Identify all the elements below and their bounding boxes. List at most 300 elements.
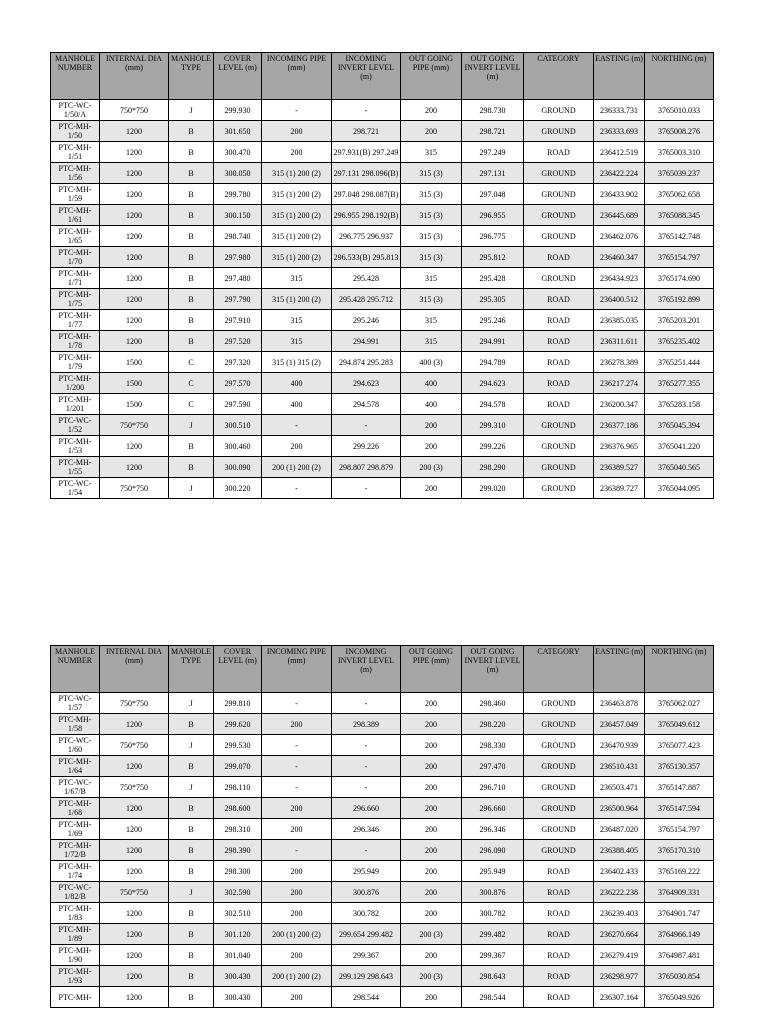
cell-category: GROUND (524, 819, 594, 840)
cell-cover-level: 300.460 (214, 436, 262, 457)
cell-manhole-type: J (169, 478, 214, 499)
header-cover-level: COVER LEVEL (m) (214, 646, 262, 693)
cell-incoming-pipe: 315 (1) 200 (2) (262, 205, 332, 226)
cell-cover-level: 298.110 (214, 777, 262, 798)
cell-northing: 3765077.423 (645, 735, 714, 756)
cell-incoming-invert-level: 298.807 298.879 (332, 457, 401, 478)
cell-incoming-pipe: 315 (1) 200 (2) (262, 226, 332, 247)
cell-cover-level: 297.320 (214, 352, 262, 373)
cell-incoming-pipe: 200 (262, 121, 332, 142)
cell-outgoing-invert-level: 294.789 (462, 352, 524, 373)
cell-manhole-type: B (169, 226, 214, 247)
cell-northing: 3765154.797 (645, 819, 714, 840)
header-incoming-pipe: INCOMING PIPE (mm) (262, 646, 332, 693)
cell-category: GROUND (524, 268, 594, 289)
cell-outgoing-pipe: 400 (3) (401, 352, 462, 373)
cell-internal-dia: 1200 (100, 987, 169, 1008)
cell-northing: 3765154.797 (645, 247, 714, 268)
cell-incoming-invert-level: - (332, 840, 401, 861)
cell-incoming-pipe: - (262, 100, 332, 121)
cell-manhole-number: PTC-MH-1/59 (51, 184, 100, 205)
cell-manhole-number: PTC-WC-1/54 (51, 478, 100, 499)
table-row (51, 226, 714, 247)
cell-manhole-number: PTC-MH-1/55 (51, 457, 100, 478)
cell-outgoing-pipe: 200 (401, 840, 462, 861)
cell-easting: 236279.419 (594, 945, 645, 966)
cell-manhole-number: PTC-MH-1/200 (51, 373, 100, 394)
cell-cover-level: 297.570 (214, 373, 262, 394)
cell-cover-level: 297.910 (214, 310, 262, 331)
cell-manhole-type: B (169, 798, 214, 819)
cell-incoming-invert-level: 300.782 (332, 903, 401, 924)
table-row (51, 436, 714, 457)
table-row (51, 247, 714, 268)
header-outgoing-invert-level: OUT GOING INVERT LEVEL (m) (462, 53, 524, 100)
cell-northing: 3765147.594 (645, 798, 714, 819)
cell-incoming-pipe: 315 (262, 331, 332, 352)
header-incoming-invert-level: INCOMING INVERT LEVEL (m) (332, 646, 401, 693)
cell-manhole-type: J (169, 882, 214, 903)
cell-category: GROUND (524, 436, 594, 457)
cell-internal-dia: 1200 (100, 798, 169, 819)
cell-outgoing-pipe: 200 (401, 714, 462, 735)
cell-outgoing-pipe: 200 (401, 987, 462, 1008)
cell-cover-level: 301.040 (214, 945, 262, 966)
cell-northing: 3765088.345 (645, 205, 714, 226)
table-row (51, 331, 714, 352)
cell-cover-level: 302.510 (214, 903, 262, 924)
cell-manhole-type: C (169, 352, 214, 373)
cell-category: GROUND (524, 756, 594, 777)
cell-outgoing-pipe: 200 (401, 693, 462, 714)
cell-internal-dia: 750*750 (100, 882, 169, 903)
cell-outgoing-invert-level: 298.220 (462, 714, 524, 735)
cell-outgoing-invert-level: 298.643 (462, 966, 524, 987)
cell-manhole-type: C (169, 373, 214, 394)
cell-northing: 3765045.394 (645, 415, 714, 436)
cell-outgoing-invert-level: 299.482 (462, 924, 524, 945)
cell-internal-dia: 1200 (100, 268, 169, 289)
table-row (51, 352, 714, 373)
cell-manhole-number: PTC-MH-1/72/B (51, 840, 100, 861)
cell-manhole-number: PTC-WC-1/67/B (51, 777, 100, 798)
cell-easting: 236445.689 (594, 205, 645, 226)
cell-easting: 236385.035 (594, 310, 645, 331)
cell-outgoing-pipe: 200 (401, 100, 462, 121)
cell-category: ROAD (524, 310, 594, 331)
cell-manhole-type: B (169, 247, 214, 268)
cell-incoming-pipe: - (262, 478, 332, 499)
cell-cover-level: 300.050 (214, 163, 262, 184)
cell-easting: 236376.965 (594, 436, 645, 457)
cell-manhole-number: PTC-MH-1/83 (51, 903, 100, 924)
cell-cover-level: 297.590 (214, 394, 262, 415)
cell-outgoing-invert-level: 295.428 (462, 268, 524, 289)
cell-outgoing-invert-level: 296.955 (462, 205, 524, 226)
cell-incoming-pipe: 200 (262, 714, 332, 735)
cell-category: GROUND (524, 184, 594, 205)
manhole-table-1 (50, 52, 714, 499)
cell-cover-level: 298.310 (214, 819, 262, 840)
cell-outgoing-pipe: 200 (401, 798, 462, 819)
cell-outgoing-pipe: 400 (401, 394, 462, 415)
cell-northing: 3765169.222 (645, 861, 714, 882)
cell-incoming-pipe: 200 (262, 882, 332, 903)
cell-manhole-number: PTC-MH-1/68 (51, 798, 100, 819)
cell-outgoing-pipe: 315 (401, 268, 462, 289)
cell-outgoing-invert-level: 295.949 (462, 861, 524, 882)
cell-internal-dia: 750*750 (100, 100, 169, 121)
cell-incoming-invert-level: - (332, 100, 401, 121)
cell-manhole-type: B (169, 205, 214, 226)
cell-outgoing-invert-level: 296.090 (462, 840, 524, 861)
cell-northing: 3765142.748 (645, 226, 714, 247)
cell-internal-dia: 1200 (100, 714, 169, 735)
cell-internal-dia: 750*750 (100, 415, 169, 436)
table-row (51, 840, 714, 861)
cell-easting: 236388.405 (594, 840, 645, 861)
cell-northing: 3765044.095 (645, 478, 714, 499)
table-row (51, 457, 714, 478)
table-row (51, 184, 714, 205)
cell-outgoing-pipe: 315 (3) (401, 184, 462, 205)
table-row (51, 394, 714, 415)
cell-outgoing-invert-level: 299.226 (462, 436, 524, 457)
cell-manhole-number: PTC-MH-1/77 (51, 310, 100, 331)
cell-northing: 3765062.027 (645, 693, 714, 714)
header-category: CATEGORY (524, 53, 594, 100)
cell-outgoing-pipe: 315 (3) (401, 226, 462, 247)
cell-outgoing-pipe: 200 (401, 882, 462, 903)
cell-category: ROAD (524, 331, 594, 352)
cell-easting: 236333.693 (594, 121, 645, 142)
table-row (51, 735, 714, 756)
cell-easting: 236402.433 (594, 861, 645, 882)
header-northing: NORTHING (m) (645, 646, 714, 693)
cell-internal-dia: 1200 (100, 289, 169, 310)
cell-manhole-type: B (169, 903, 214, 924)
table-body (51, 693, 714, 1008)
cell-manhole-number: PTC-MH-1/64 (51, 756, 100, 777)
cell-northing: 3765251.444 (645, 352, 714, 373)
cell-internal-dia: 750*750 (100, 735, 169, 756)
cell-incoming-pipe: - (262, 840, 332, 861)
cell-cover-level: 297.980 (214, 247, 262, 268)
cell-manhole-number: PTC-MH-1/53 (51, 436, 100, 457)
header-outgoing-pipe: OUT GOING PIPE (mm) (401, 53, 462, 100)
cell-cover-level: 298.300 (214, 861, 262, 882)
table-row (51, 945, 714, 966)
cell-northing: 3764909.331 (645, 882, 714, 903)
cell-outgoing-pipe: 315 (3) (401, 247, 462, 268)
cell-outgoing-invert-level: 297.470 (462, 756, 524, 777)
cell-internal-dia: 1200 (100, 903, 169, 924)
cell-outgoing-pipe: 200 (401, 903, 462, 924)
cell-incoming-invert-level: 295.428 295.712 (332, 289, 401, 310)
cell-northing: 3765147.887 (645, 777, 714, 798)
cell-manhole-number: PTC-WC-1/82/B (51, 882, 100, 903)
cell-category: GROUND (524, 100, 594, 121)
cell-category: GROUND (524, 457, 594, 478)
cell-manhole-type: J (169, 100, 214, 121)
cell-outgoing-invert-level: 295.305 (462, 289, 524, 310)
cell-outgoing-invert-level: 298.460 (462, 693, 524, 714)
cell-internal-dia: 1500 (100, 352, 169, 373)
cell-incoming-invert-level: 299.654 299.482 (332, 924, 401, 945)
cell-outgoing-pipe: 200 (3) (401, 966, 462, 987)
cell-outgoing-invert-level: 294.623 (462, 373, 524, 394)
cell-northing: 3765030.854 (645, 966, 714, 987)
cell-manhole-type: B (169, 184, 214, 205)
cell-outgoing-pipe: 200 (401, 436, 462, 457)
cell-manhole-type: B (169, 987, 214, 1008)
cell-manhole-type: J (169, 693, 214, 714)
cell-incoming-pipe: 315 (262, 310, 332, 331)
table-row (51, 798, 714, 819)
header-manhole-number: MANHOLE NUMBER (51, 646, 100, 693)
cell-category: GROUND (524, 205, 594, 226)
cell-incoming-pipe: - (262, 777, 332, 798)
cell-easting: 236389.527 (594, 457, 645, 478)
cell-incoming-invert-level: 300.876 (332, 882, 401, 903)
cell-incoming-invert-level: 297.931(B) 297.249 (332, 142, 401, 163)
cell-category: GROUND (524, 163, 594, 184)
cell-manhole-type: J (169, 735, 214, 756)
cell-manhole-type: J (169, 415, 214, 436)
cell-manhole-type: B (169, 310, 214, 331)
cell-internal-dia: 1200 (100, 163, 169, 184)
cell-category: ROAD (524, 924, 594, 945)
header-internal-dia: INTERNAL DIA (mm) (100, 53, 169, 100)
cell-easting: 236510.431 (594, 756, 645, 777)
cell-easting: 236222.238 (594, 882, 645, 903)
cell-category: ROAD (524, 882, 594, 903)
cell-incoming-invert-level: - (332, 693, 401, 714)
cell-outgoing-pipe: 315 (3) (401, 205, 462, 226)
cell-incoming-invert-level: 296.660 (332, 798, 401, 819)
cell-category: ROAD (524, 289, 594, 310)
header-outgoing-invert-level: OUT GOING INVERT LEVEL (m) (462, 646, 524, 693)
cell-cover-level: 298.600 (214, 798, 262, 819)
header-manhole-type: MANHOLE TYPE (169, 53, 214, 100)
cell-cover-level: 300.430 (214, 987, 262, 1008)
table-row (51, 882, 714, 903)
cell-cover-level: 300.220 (214, 478, 262, 499)
cell-outgoing-pipe: 315 (3) (401, 163, 462, 184)
cell-outgoing-invert-level: 299.020 (462, 478, 524, 499)
cell-category: GROUND (524, 777, 594, 798)
cell-category: ROAD (524, 966, 594, 987)
cell-outgoing-pipe: 200 (401, 945, 462, 966)
cell-category: GROUND (524, 693, 594, 714)
cell-incoming-invert-level: 295.428 (332, 268, 401, 289)
cell-category: ROAD (524, 352, 594, 373)
cell-outgoing-invert-level: 298.730 (462, 100, 524, 121)
cell-outgoing-pipe: 200 (401, 478, 462, 499)
cell-manhole-number: PTC-MH-1/90 (51, 945, 100, 966)
header-internal-dia: INTERNAL DIA (mm) (100, 646, 169, 693)
cell-internal-dia: 1200 (100, 457, 169, 478)
cell-northing: 3765003.310 (645, 142, 714, 163)
cell-easting: 236434.923 (594, 268, 645, 289)
cell-category: GROUND (524, 735, 594, 756)
cell-incoming-pipe: 315 (1) 315 (2) (262, 352, 332, 373)
cell-incoming-invert-level: 297.131 298.096(B) (332, 163, 401, 184)
cell-incoming-pipe: 200 (1) 200 (2) (262, 966, 332, 987)
cell-manhole-number: PTC-MH-1/78 (51, 331, 100, 352)
cell-northing: 3765130.357 (645, 756, 714, 777)
cell-manhole-number: PTC-WC-1/60 (51, 735, 100, 756)
cell-outgoing-invert-level: 299.310 (462, 415, 524, 436)
cell-internal-dia: 1200 (100, 819, 169, 840)
cell-incoming-invert-level: - (332, 777, 401, 798)
cell-category: ROAD (524, 987, 594, 1008)
cell-manhole-type: B (169, 924, 214, 945)
cell-incoming-pipe: - (262, 735, 332, 756)
cell-outgoing-pipe: 200 (401, 861, 462, 882)
cell-incoming-invert-level: 296.533(B) 295.813 (332, 247, 401, 268)
cell-internal-dia: 1200 (100, 924, 169, 945)
cell-internal-dia: 1200 (100, 966, 169, 987)
cell-northing: 3765040.565 (645, 457, 714, 478)
cell-incoming-pipe: 200 (262, 819, 332, 840)
cell-manhole-number: PTC-MH-1/79 (51, 352, 100, 373)
cell-manhole-number: PTC-MH-1/61 (51, 205, 100, 226)
cell-incoming-invert-level: 298.544 (332, 987, 401, 1008)
cell-outgoing-pipe: 200 (401, 735, 462, 756)
cell-outgoing-pipe: 400 (401, 373, 462, 394)
cell-northing: 3765039.237 (645, 163, 714, 184)
table-row (51, 478, 714, 499)
table-row (51, 121, 714, 142)
cell-outgoing-invert-level: 295.246 (462, 310, 524, 331)
cell-incoming-pipe: 200 (262, 987, 332, 1008)
cell-easting: 236307.164 (594, 987, 645, 1008)
cell-northing: 3765010.033 (645, 100, 714, 121)
cell-northing: 3765041.220 (645, 436, 714, 457)
cell-incoming-invert-level: 296.346 (332, 819, 401, 840)
cell-northing: 3765203.201 (645, 310, 714, 331)
header-category: CATEGORY (524, 646, 594, 693)
header-easting: EASTING (m) (594, 53, 645, 100)
cell-incoming-pipe: - (262, 756, 332, 777)
cell-outgoing-pipe: 315 (401, 142, 462, 163)
table-row (51, 966, 714, 987)
cell-incoming-invert-level: 297.048 298.087(B) (332, 184, 401, 205)
header-manhole-number: MANHOLE NUMBER (51, 53, 100, 100)
table-row (51, 861, 714, 882)
cell-incoming-pipe: 315 (262, 268, 332, 289)
cell-internal-dia: 1500 (100, 373, 169, 394)
cell-cover-level: 299.810 (214, 693, 262, 714)
cell-manhole-type: B (169, 457, 214, 478)
cell-outgoing-invert-level: 294.578 (462, 394, 524, 415)
cell-manhole-type: B (169, 945, 214, 966)
table-row (51, 693, 714, 714)
cell-internal-dia: 1200 (100, 142, 169, 163)
header-cover-level: COVER LEVEL (m) (214, 53, 262, 100)
header-row (51, 53, 714, 100)
cell-cover-level: 300.090 (214, 457, 262, 478)
cell-internal-dia: 1200 (100, 861, 169, 882)
cell-incoming-pipe: 200 (262, 945, 332, 966)
cell-incoming-invert-level: 294.991 (332, 331, 401, 352)
cell-internal-dia: 1200 (100, 310, 169, 331)
cell-manhole-number: PTC-MH-1/56 (51, 163, 100, 184)
cell-northing: 3765049.612 (645, 714, 714, 735)
cell-incoming-invert-level: - (332, 478, 401, 499)
cell-category: ROAD (524, 247, 594, 268)
cell-outgoing-invert-level: 297.131 (462, 163, 524, 184)
cell-incoming-pipe: 200 (262, 903, 332, 924)
table-row (51, 163, 714, 184)
cell-manhole-type: B (169, 121, 214, 142)
cell-internal-dia: 1200 (100, 226, 169, 247)
header-easting: EASTING (m) (594, 646, 645, 693)
cell-manhole-type: B (169, 840, 214, 861)
cell-category: ROAD (524, 142, 594, 163)
cell-incoming-pipe: 315 (1) 200 (2) (262, 184, 332, 205)
header-incoming-pipe: INCOMING PIPE (mm) (262, 53, 332, 100)
cell-easting: 236462.076 (594, 226, 645, 247)
cell-manhole-number: PTC-MH-1/75 (51, 289, 100, 310)
cell-manhole-number: PTC-MH-1/74 (51, 861, 100, 882)
cell-outgoing-invert-level: 300.876 (462, 882, 524, 903)
cell-incoming-pipe: 315 (1) 200 (2) (262, 163, 332, 184)
cell-internal-dia: 1200 (100, 205, 169, 226)
cell-incoming-invert-level: 294.578 (332, 394, 401, 415)
header-row (51, 646, 714, 693)
table-row (51, 714, 714, 735)
cell-internal-dia: 1200 (100, 247, 169, 268)
cell-manhole-type: B (169, 756, 214, 777)
cell-cover-level: 301.650 (214, 121, 262, 142)
cell-easting: 236460.347 (594, 247, 645, 268)
cell-cover-level: 298.390 (214, 840, 262, 861)
cell-outgoing-pipe: 200 (3) (401, 924, 462, 945)
cell-northing: 3765062.658 (645, 184, 714, 205)
cell-manhole-type: B (169, 163, 214, 184)
cell-manhole-type: B (169, 289, 214, 310)
cell-easting: 236433.902 (594, 184, 645, 205)
cell-category: ROAD (524, 861, 594, 882)
cell-easting: 236298.977 (594, 966, 645, 987)
cell-cover-level: 300.150 (214, 205, 262, 226)
cell-category: ROAD (524, 373, 594, 394)
table-row (51, 987, 714, 1008)
cell-category: GROUND (524, 840, 594, 861)
manhole-table-2 (50, 645, 714, 1008)
cell-internal-dia: 750*750 (100, 478, 169, 499)
cell-cover-level: 297.480 (214, 268, 262, 289)
cell-incoming-pipe: 200 (262, 436, 332, 457)
cell-manhole-number: PTC-MH-1/93 (51, 966, 100, 987)
cell-internal-dia: 1200 (100, 945, 169, 966)
cell-manhole-number: PTC-WC-1/52 (51, 415, 100, 436)
cell-incoming-invert-level: 295.246 (332, 310, 401, 331)
cell-manhole-type: B (169, 861, 214, 882)
cell-category: ROAD (524, 903, 594, 924)
cell-manhole-number: PTC-WC-1/57 (51, 693, 100, 714)
cell-easting: 236500.964 (594, 798, 645, 819)
cell-easting: 236377.186 (594, 415, 645, 436)
table-row (51, 756, 714, 777)
cell-cover-level: 299.070 (214, 756, 262, 777)
cell-incoming-invert-level: 298.389 (332, 714, 401, 735)
cell-incoming-invert-level: - (332, 415, 401, 436)
cell-incoming-invert-level: 295.949 (332, 861, 401, 882)
cell-manhole-number: PTC-MH- (51, 987, 100, 1008)
